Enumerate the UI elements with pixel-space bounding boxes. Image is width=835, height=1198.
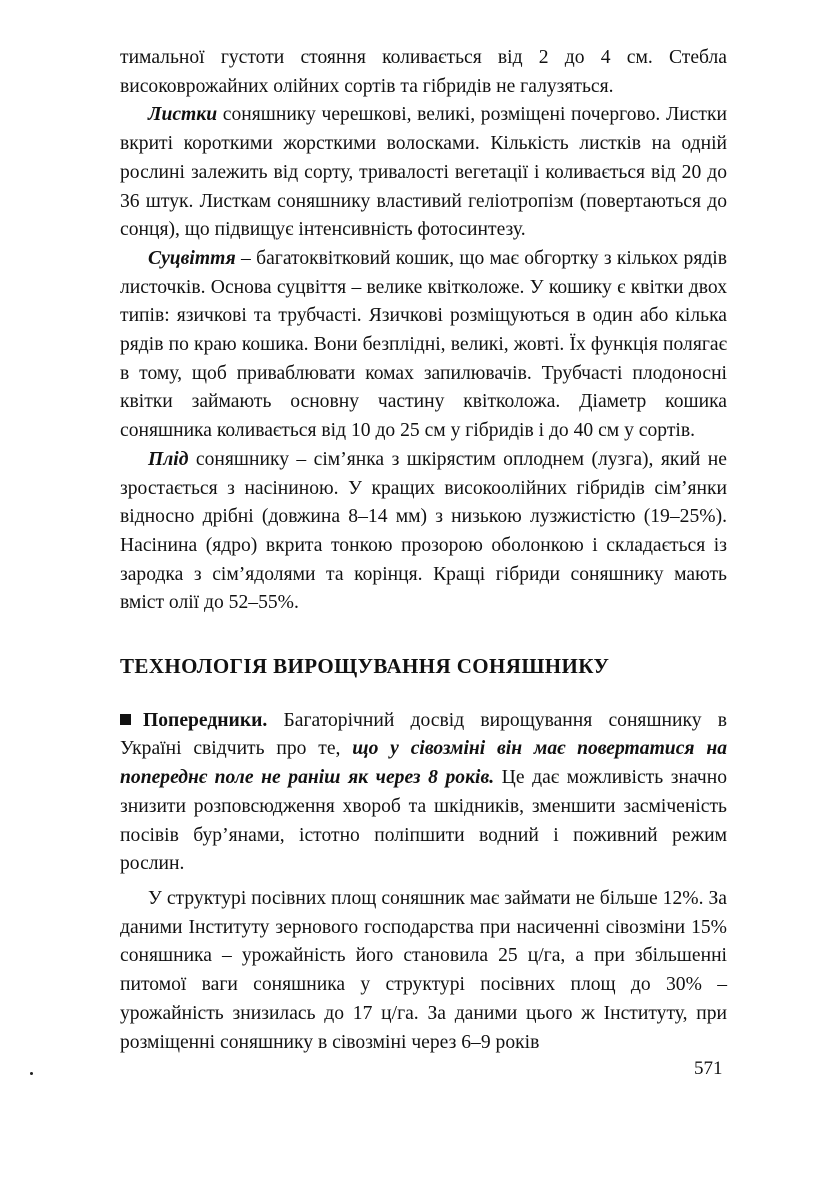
paragraph-fruit-text: соняшнику – сім’янка з шкірястим оплоднем (лузга), який не зростається з насіниною. У кращих високоолійних гібридів сім’янки відносно дрібні (довжина 8–14 мм) з низькою лузжистістю (19–25%). Насінина (ядро) вкрита тонкою прозорою оболонкою і складається із зародка з сім’ядолями та корінця. Кращі гібриди соняшнику мають вміст олії до 52–55%. [120,448,727,614]
paragraph-predecessors-text-before: Багаторічний досвід вирощування соняшнику в Україні свідчить про те, [120,709,727,760]
paragraph-inflorescence [120,245,727,446]
paragraph-predecessors [120,707,727,879]
term-leaves: Листки [148,104,218,126]
paragraph-leaves [120,101,727,245]
square-bullet-icon [120,714,131,725]
paragraph-stem-text: тимальної густоти стояння коливається від 2 до 4 см. Стебла високоврожайних олійних сортів та гібридів не галузяться. [120,47,727,97]
emphasis-rotation-rule: що у сівозміні він має повертатися на попереднє поле не раніш як через 8 років. [120,738,727,789]
term-fruit: Плід [148,448,189,470]
page-number: 571 [694,1058,723,1079]
scan-speck [30,1072,33,1075]
term-inflorescence: Суцвіття [148,247,236,269]
paragraph-fruit [120,446,727,618]
section-heading: ТЕХНОЛОГІЯ ВИРОЩУВАННЯ СОНЯШНИКУ [120,654,610,679]
term-predecessors: Попередники. [143,709,268,731]
paragraph-inflorescence-text: – багатоквітковий кошик, що має обгортку з кількох рядів листочків. Основа суцвіття – велике квітколоже. У кошику є квітки двох типів: язичкові та трубчасті. Язичкові розміщуються в один або кілька рядів по краю кошика. Вони безплідні, великі, жовті. Їх функція полягає в тому, щоб приваблювати комах запилювачів. Трубчасті плодоносні квітки займають основну частину квітколожа. Діаметр кошика соняшника коливається від 10 до 25 см у гібридів і до 40 см у сортів. [120,247,727,442]
paragraph-structure-text: У структурі посівних площ соняшник має займати не більше 12%. За даними Інституту зернового господарства при насиченні сівозміни 15% соняшника – урожайність його становила 25 ц/га, а при збільшенні питомої ваги соняшника у структурі посівних площ до 30% – урожайність знизилась до 17 ц/га. За даними цього ж Інституту, при розміщенні соняшнику в сівозміні через 6–9 років [120,887,727,1053]
paragraph-stem [120,44,727,101]
body-text [120,44,727,1057]
paragraph-predecessors-text-after: Це дає можливість значно знизити розповсюдження хвороб та шкідників, зменшити засміченість посівів бур’янами, істотно поліпшити водний і поживний режим рослин. [120,767,727,875]
paragraph-structure [120,885,727,1057]
paragraph-leaves-text: соняшнику черешкові, великі, розміщені почергово. Листки вкриті короткими жорсткими волосками. Кількість листків на одній рослині залежить від сорту, тривалості вегетації і коливається від 20 до 36 штук. Листкам соняшнику властивий геліотропізм (повертаються до сонця), що підвищує інтенсивність фотосинтезу. [120,104,727,241]
